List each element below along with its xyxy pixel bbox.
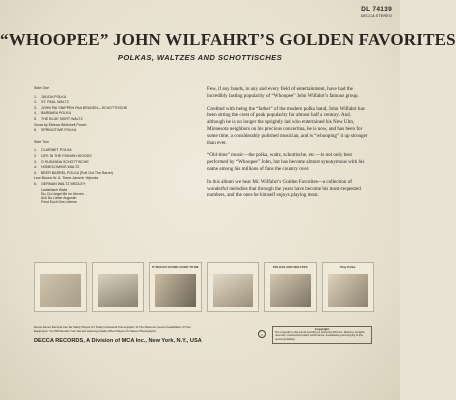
side-two-label: Side Two: [34, 139, 49, 144]
album-thumbnail: [92, 262, 145, 312]
record-label-footer: DECCA RECORDS, A Division of MCA Inc., New York, N.Y., USA: [34, 338, 202, 344]
track-item: 4. BARBARA POLKA: [34, 111, 71, 116]
side-one-label: Side One: [34, 86, 49, 90]
track-item: 2. LIFE IN THE FINNISH WOODS: [34, 153, 92, 158]
track-credit: Lew Brown-W. A. Timm-Jaromir Vejvoda: [34, 176, 99, 181]
album-title: “WHOOPEE” JOHN WILFAHRT’S GOLDEN FAVORITES: [0, 30, 456, 49]
album-thumbnail: POLKAS AND WALTZES: [264, 262, 317, 312]
album-thumbnail: [34, 262, 87, 312]
liner-paragraph: Credited with being the “father” of the modern polka band, John Wilfahrt has been sitting the crest of peak popularity for almost half a century. And, although he is no longer the sprightly lad who entertained his New Ulm, Minnesota neighbors on his precious concertina, he is now, and has been for some time, a considerably polished musician, and is “whooping” it up stronger than ever.: [207, 105, 368, 146]
track-listing: [34, 86, 192, 204]
label-logo-icon: •: [258, 330, 266, 338]
copyright-title: Copyright: [314, 327, 330, 331]
liner-notes: [207, 86, 370, 205]
catalog-format: DECCA STEREO: [360, 13, 392, 18]
track-item: 4. HOMECOMING WALTZ: [34, 165, 80, 170]
copyright-text: The copyright in this sound recording is owned by MCA Inc. Warning: all rights reserved; unauthorized public performance, broadcasting and copying of this record prohibited.: [275, 331, 365, 341]
track-item: 5. BEER BARREL POLKA (Roll Out The Barrel): [34, 170, 113, 175]
album-thumbnail-row: [34, 262, 374, 310]
stereo-disclaimer: Decca Stereo Records Can Be Safely Played On Today's Monaural Phonographs To The Maximum Sound Capabilities Of Your Equipment. You Will Reorder Your Record Listening Quality When Played On Stereo Phonographs.: [34, 325, 191, 333]
track-item: 3. JOHN PAI SNIPPEN PAA BRUDEN—SCHOTTISCHE: [34, 105, 128, 110]
liner-paragraph: “Old-time” music—the polka, waltz, schottische, etc.—is not only best performed by “Whoopee” John, but has become almost synonymous with his name among his millions of fans the country over.: [207, 152, 365, 172]
catalog-number: DL 74139: [361, 6, 392, 13]
liner-paragraph: Few, if any bands, in any and every field of entertainment, have had the incredibly lasting popularity of “Whoopee” John Wilfahrt’s famous group.: [207, 86, 359, 99]
album-subtitle: POLKAS, WALTZES AND SCHOTTISCHES: [117, 53, 283, 62]
copyright-box: [272, 326, 372, 344]
track-item: 1. CLARINET POLKA: [34, 148, 72, 153]
track-item: 3. O SUSANNA SCHOTTISCHE: [34, 159, 89, 164]
medley-item: Du, Du Liegst Mir Im Herzen: [41, 191, 84, 196]
medley-item: Ach Du Lieber Augustin: [41, 195, 77, 200]
album-thumbnail: Play Polka: [322, 262, 375, 312]
track-item: 5. THE BLUE SKIRT WALTZ: [34, 116, 83, 121]
track-item: 1. JULIDA POLKA: [34, 94, 67, 99]
album-thumbnail: [207, 262, 260, 312]
album-thumbnail: IT WOULD SOUND GOOD TO ME: [149, 262, 202, 312]
track-item: 2. ST. PAUL WALTZ: [34, 100, 69, 105]
track-credit: Vocal by Ebiena Whitchell Punch: [34, 122, 87, 127]
catalog-block: [361, 6, 392, 18]
track-item: 6. SPRINGTIME POLKA: [34, 128, 77, 133]
medley-item: Freut Euch Des Lebens: [41, 200, 77, 205]
track-item: 6. GERMAN WALTZ MEDLEY:: [34, 181, 87, 186]
medley-item: Lauterbach Waltz: [41, 187, 68, 192]
liner-paragraph: In this album we hear Mr. Wilfahrt’s Golden Favorites—a collection of wonderful melodies that through the years have become his most-requested numbers, and the ones he himself enjoys playing most.: [207, 178, 361, 199]
